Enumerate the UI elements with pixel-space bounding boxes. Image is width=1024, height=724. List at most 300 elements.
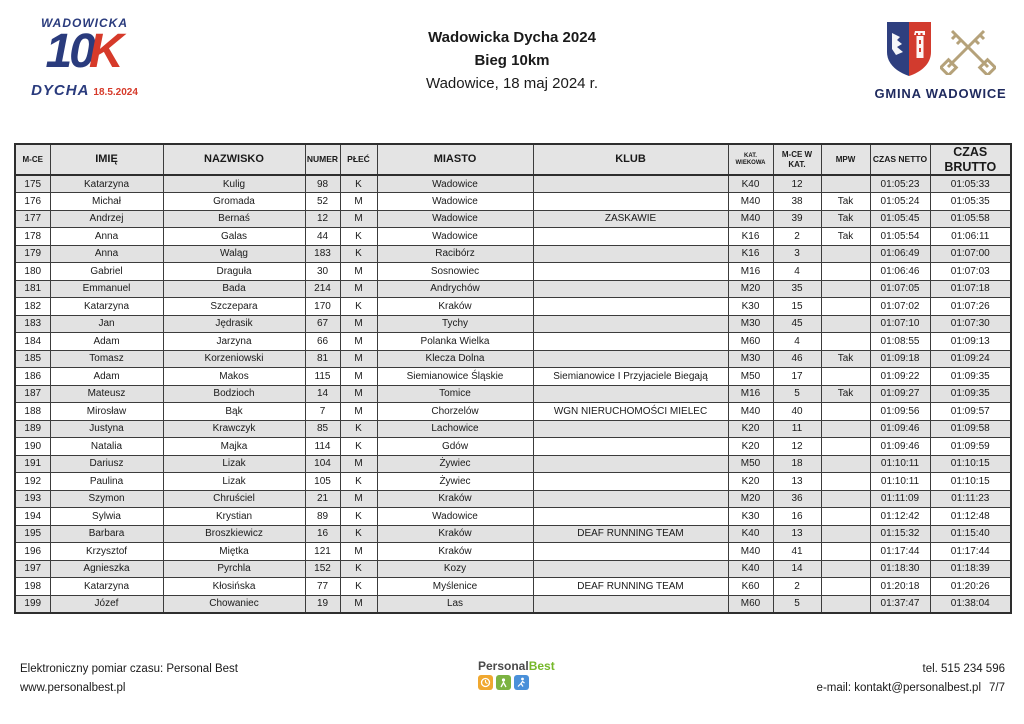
cell-czas-netto: 01:05:23 [870,175,930,193]
cell-miasto: Kraków [377,490,533,508]
table-row [15,543,1011,561]
cell-numer: 67 [305,315,340,333]
cell-numer: 104 [305,455,340,473]
results-table [14,143,1012,614]
cell-mpw: Tak [821,210,870,228]
cell-mpw: Tak [821,350,870,368]
cell-czas-brutto: 01:07:03 [930,263,1011,281]
cell-plec: M [340,350,377,368]
cell-czas-brutto: 01:38:04 [930,595,1011,613]
cell-plec: M [340,280,377,298]
cell-czas-netto: 01:07:10 [870,315,930,333]
cell-nazwisko: Bodzioch [163,385,305,403]
cell-kat-wiekowa: M20 [728,280,773,298]
cell-czas-netto: 01:09:46 [870,420,930,438]
cell-klub [533,298,728,316]
results-table-container [14,143,1010,614]
cell-nazwisko: Krawczyk [163,420,305,438]
header-row [15,144,1011,175]
cell-czas-brutto: 01:18:39 [930,560,1011,578]
cell-nazwisko: Kulig [163,175,305,193]
cell-czas-brutto: 01:07:30 [930,315,1011,333]
cell-numer: 152 [305,560,340,578]
cell-imie: Jan [50,315,163,333]
cell-czas-netto: 01:12:42 [870,508,930,526]
cell-imie: Tomasz [50,350,163,368]
cell-czas-brutto: 01:09:58 [930,420,1011,438]
cell-imie: Gabriel [50,263,163,281]
column-header-mce: M-CE [15,144,50,175]
cell-mpw: Tak [821,193,870,211]
cell-kat-wiekowa: K30 [728,508,773,526]
crossed-keys-icon [940,23,996,75]
table-row [15,490,1011,508]
cell-numer: 19 [305,595,340,613]
personalbest-wordmark [478,660,568,672]
cell-plec: K [340,298,377,316]
cell-mce: 187 [15,385,50,403]
cell-klub [533,385,728,403]
cell-imie: Paulina [50,473,163,491]
cell-mce-w-kat: 13 [773,473,821,491]
stopwatch-icon [478,675,493,690]
cell-imie: Mirosław [50,403,163,421]
cell-klub [533,508,728,526]
table-row [15,560,1011,578]
event-place-date: Wadowice, 18 maj 2024 r. [425,75,599,92]
table-row [15,315,1011,333]
cell-numer: 85 [305,420,340,438]
cell-czas-brutto: 01:07:26 [930,298,1011,316]
cell-imie: Justyna [50,420,163,438]
cell-mpw [821,525,870,543]
cell-mce-w-kat: 40 [773,403,821,421]
cell-mpw [821,263,870,281]
cell-mpw [821,280,870,298]
cell-miasto: Kozy [377,560,533,578]
cell-mce: 194 [15,508,50,526]
cell-kat-wiekowa: M50 [728,455,773,473]
cell-czas-netto: 01:07:05 [870,280,930,298]
cell-mce-w-kat: 15 [773,298,821,316]
cell-klub [533,595,728,613]
cell-numer: 89 [305,508,340,526]
cell-plec: K [340,420,377,438]
table-row [15,403,1011,421]
cell-miasto: Kraków [377,298,533,316]
table-row [15,228,1011,246]
cell-nazwisko: Broszkiewicz [163,525,305,543]
cell-mce: 179 [15,245,50,263]
cell-kat-wiekowa: M60 [728,595,773,613]
cell-plec: K [340,525,377,543]
cell-numer: 44 [305,228,340,246]
cell-imie: Katarzyna [50,578,163,596]
cell-plec: K [340,438,377,456]
cell-miasto: Las [377,595,533,613]
column-header-mpw: MPW [821,144,870,175]
cell-kat-wiekowa: K16 [728,228,773,246]
cell-nazwisko: Krystian [163,508,305,526]
cell-miasto: Lachowice [377,420,533,438]
cell-czas-netto: 01:10:11 [870,455,930,473]
event-logo-number: 10 [45,25,93,78]
cell-mce-w-kat: 39 [773,210,821,228]
personalbest-wordmark-best: Best [528,659,555,673]
cell-kat-wiekowa: K40 [728,175,773,193]
cell-czas-netto: 01:18:30 [870,560,930,578]
cell-klub [533,280,728,298]
cell-plec: M [340,490,377,508]
cell-imie: Michał [50,193,163,211]
cell-kat-wiekowa: K60 [728,578,773,596]
cell-klub [533,193,728,211]
cell-klub: Siemianowice I Przyjaciele Biegają [533,368,728,386]
cell-plec: K [340,473,377,491]
cell-mce-w-kat: 35 [773,280,821,298]
timing-provider-url[interactable]: www.personalbest.pl [20,682,126,694]
phone-number: tel. 515 234 596 [922,663,1005,675]
cell-nazwisko: Jarzyna [163,333,305,351]
cell-nazwisko: Bąk [163,403,305,421]
cell-mpw [821,508,870,526]
cell-kat-wiekowa: K40 [728,560,773,578]
cell-numer: 77 [305,578,340,596]
cell-plec: K [340,228,377,246]
cell-nazwisko: Galas [163,228,305,246]
cell-czas-brutto: 01:10:15 [930,473,1011,491]
cell-numer: 98 [305,175,340,193]
cell-klub: DEAF RUNNING TEAM [533,525,728,543]
cell-czas-netto: 01:11:09 [870,490,930,508]
cell-numer: 21 [305,490,340,508]
cell-mce: 197 [15,560,50,578]
cell-mce-w-kat: 45 [773,315,821,333]
event-title: Wadowicka Dycha 2024 [428,29,596,46]
cell-kat-wiekowa: M30 [728,350,773,368]
cell-numer: 81 [305,350,340,368]
cell-czas-brutto: 01:11:23 [930,490,1011,508]
column-header-nazwisko: NAZWISKO [163,144,305,175]
event-subtitle: Bieg 10km [474,52,550,69]
cell-mce-w-kat: 38 [773,193,821,211]
cell-imie: Natalia [50,438,163,456]
cell-mce-w-kat: 12 [773,438,821,456]
event-logo-date: 18.5.2024 [93,87,138,98]
cell-czas-netto: 01:07:02 [870,298,930,316]
column-header-plec: PŁEĆ [340,144,377,175]
cell-nazwisko: Jędrasik [163,315,305,333]
cell-czas-netto: 01:05:24 [870,193,930,211]
cell-nazwisko: Bernaś [163,210,305,228]
cell-miasto: Wadowice [377,508,533,526]
cell-mpw [821,333,870,351]
table-row [15,280,1011,298]
cell-imie: Adam [50,333,163,351]
cell-czas-brutto: 01:17:44 [930,543,1011,561]
cell-czas-netto: 01:20:18 [870,578,930,596]
cell-miasto: Siemianowice Śląskie [377,368,533,386]
cell-plec: M [340,193,377,211]
cell-plec: M [340,595,377,613]
column-header-czas-brutto: CZAS BRUTTO [930,144,1011,175]
runner-icon [514,675,529,690]
cell-mpw [821,595,870,613]
column-header-mce-w-kat: M-CE W KAT. [773,144,821,175]
cell-mce-w-kat: 4 [773,333,821,351]
cell-czas-brutto: 01:05:33 [930,175,1011,193]
cell-mce: 188 [15,403,50,421]
cell-imie: Szymon [50,490,163,508]
cell-kat-wiekowa: K20 [728,438,773,456]
cell-czas-brutto: 01:09:24 [930,350,1011,368]
cell-mce-w-kat: 17 [773,368,821,386]
cell-nazwisko: Chowaniec [163,595,305,613]
cell-kat-wiekowa: M60 [728,333,773,351]
cell-czas-brutto: 01:09:57 [930,403,1011,421]
cell-nazwisko: Makos [163,368,305,386]
cell-imie: Katarzyna [50,175,163,193]
cell-mce: 180 [15,263,50,281]
cell-mpw [821,438,870,456]
table-row [15,245,1011,263]
cell-miasto: Chorzelów [377,403,533,421]
cell-klub [533,315,728,333]
table-row [15,595,1011,613]
cell-nazwisko: Lizak [163,455,305,473]
cell-plec: M [340,455,377,473]
cell-imie: Sylwia [50,508,163,526]
cell-imie: Dariusz [50,455,163,473]
cell-imie: Katarzyna [50,298,163,316]
cell-plec: K [340,508,377,526]
cell-czas-netto: 01:09:46 [870,438,930,456]
cell-numer: 170 [305,298,340,316]
cell-numer: 115 [305,368,340,386]
cell-numer: 16 [305,525,340,543]
cell-czas-brutto: 01:10:15 [930,455,1011,473]
column-header-klub: KLUB [533,144,728,175]
cell-kat-wiekowa: M40 [728,543,773,561]
cell-klub: ZASKAWIE [533,210,728,228]
cell-klub [533,473,728,491]
cell-mpw [821,175,870,193]
table-row [15,368,1011,386]
cell-czas-netto: 01:15:32 [870,525,930,543]
cell-miasto: Andrychów [377,280,533,298]
cell-miasto: Myślenice [377,578,533,596]
cell-numer: 66 [305,333,340,351]
cell-mce: 193 [15,490,50,508]
cell-czas-netto: 01:06:46 [870,263,930,281]
cell-numer: 12 [305,210,340,228]
cell-miasto: Tychy [377,315,533,333]
cell-czas-brutto: 01:05:35 [930,193,1011,211]
cell-mce: 176 [15,193,50,211]
cell-miasto: Wadowice [377,193,533,211]
cell-czas-brutto: 01:15:40 [930,525,1011,543]
cell-plec: M [340,385,377,403]
cell-imie: Anna [50,245,163,263]
cell-imie: Barbara [50,525,163,543]
cell-mce: 181 [15,280,50,298]
cell-mce: 192 [15,473,50,491]
column-header-czas-netto: CZAS NETTO [870,144,930,175]
cell-kat-wiekowa: M16 [728,385,773,403]
cell-klub [533,263,728,281]
cell-mpw [821,368,870,386]
cell-plec: M [340,368,377,386]
cell-nazwisko: Miętka [163,543,305,561]
cell-numer: 30 [305,263,340,281]
cell-mpw [821,420,870,438]
cell-miasto: Sosnowiec [377,263,533,281]
cell-czas-netto: 01:10:11 [870,473,930,491]
cell-nazwisko: Majka [163,438,305,456]
cell-imie: Józef [50,595,163,613]
cell-mce-w-kat: 4 [773,263,821,281]
event-logo-arc-text: WADOWICKA [41,16,128,30]
cell-numer: 7 [305,403,340,421]
cell-nazwisko: Bada [163,280,305,298]
cell-klub [533,228,728,246]
cell-mce-w-kat: 5 [773,595,821,613]
cell-plec: K [340,578,377,596]
cell-plec: K [340,175,377,193]
table-row [15,333,1011,351]
cell-miasto: Kraków [377,525,533,543]
cell-mce: 186 [15,368,50,386]
cell-mpw [821,578,870,596]
cell-nazwisko: Lizak [163,473,305,491]
cell-kat-wiekowa: M20 [728,490,773,508]
cell-klub [533,560,728,578]
cell-imie: Krzysztof [50,543,163,561]
cell-klub [533,175,728,193]
cell-mce: 183 [15,315,50,333]
table-row [15,193,1011,211]
cell-mpw: Tak [821,385,870,403]
cell-numer: 183 [305,245,340,263]
cell-mce-w-kat: 2 [773,228,821,246]
cell-nazwisko: Draguła [163,263,305,281]
cell-mpw [821,315,870,333]
cell-mce-w-kat: 13 [773,525,821,543]
cell-imie: Adam [50,368,163,386]
cell-nazwisko: Pyrchla [163,560,305,578]
event-logo [22,16,147,99]
cell-czas-brutto: 01:06:11 [930,228,1011,246]
cell-mpw: Tak [821,228,870,246]
cell-plec: K [340,245,377,263]
cell-kat-wiekowa: M40 [728,193,773,211]
table-row [15,385,1011,403]
cell-mpw [821,298,870,316]
cell-imie: Anna [50,228,163,246]
page-number: 7/7 [989,682,1005,694]
cell-mce: 195 [15,525,50,543]
cell-kat-wiekowa: K30 [728,298,773,316]
table-row [15,298,1011,316]
email-address[interactable]: e-mail: kontakt@personalbest.pl [816,682,981,694]
cell-plec: M [340,333,377,351]
cell-nazwisko: Szczepara [163,298,305,316]
cell-nazwisko: Waląg [163,245,305,263]
table-row [15,210,1011,228]
cell-miasto: Żywiec [377,455,533,473]
finish-line-icon [496,675,511,690]
cell-klub [533,490,728,508]
cell-imie: Agnieszka [50,560,163,578]
cell-czas-netto: 01:17:44 [870,543,930,561]
cell-klub [533,350,728,368]
cell-klub [533,455,728,473]
cell-mce: 184 [15,333,50,351]
cell-miasto: Wadowice [377,175,533,193]
table-row [15,508,1011,526]
cell-numer: 114 [305,438,340,456]
cell-nazwisko: Gromada [163,193,305,211]
table-row [15,350,1011,368]
gmina-wadowice-label: GMINA WADOWICE [874,86,1007,101]
cell-imie: Emmanuel [50,280,163,298]
cell-numer: 121 [305,543,340,561]
cell-nazwisko: Kłosińska [163,578,305,596]
cell-czas-netto: 01:05:45 [870,210,930,228]
results-body [15,175,1011,613]
cell-nazwisko: Chruściel [163,490,305,508]
cell-plec: M [340,403,377,421]
cell-plec: K [340,560,377,578]
cell-miasto: Wadowice [377,228,533,246]
cell-kat-wiekowa: M40 [728,403,773,421]
cell-czas-netto: 01:05:54 [870,228,930,246]
cell-klub: WGN NIERUCHOMOŚCI MIELEC [533,403,728,421]
cell-miasto: Klecza Dolna [377,350,533,368]
column-header-miasto: MIASTO [377,144,533,175]
cell-czas-netto: 01:37:47 [870,595,930,613]
cell-plec: M [340,315,377,333]
cell-mce-w-kat: 46 [773,350,821,368]
cell-mce: 175 [15,175,50,193]
cell-miasto: Żywiec [377,473,533,491]
cell-kat-wiekowa: K20 [728,420,773,438]
cell-klub [533,543,728,561]
cell-mce: 185 [15,350,50,368]
event-logo-dycha-text: DYCHA [31,82,90,99]
cell-mce: 191 [15,455,50,473]
column-header-imie: IMIĘ [50,144,163,175]
cell-mce-w-kat: 36 [773,490,821,508]
cell-mce-w-kat: 3 [773,245,821,263]
cell-czas-netto: 01:06:49 [870,245,930,263]
page-title [312,26,712,95]
cell-mpw [821,245,870,263]
cell-plec: M [340,543,377,561]
cell-czas-brutto: 01:09:35 [930,368,1011,386]
footer-timing-info [20,660,238,698]
cell-mce-w-kat: 2 [773,578,821,596]
cell-czas-netto: 01:08:55 [870,333,930,351]
table-row [15,578,1011,596]
cell-klub [533,420,728,438]
table-row [15,473,1011,491]
cell-kat-wiekowa: K40 [728,525,773,543]
gmina-wadowice-logo [868,18,1013,101]
cell-czas-brutto: 01:09:13 [930,333,1011,351]
cell-klub [533,333,728,351]
cell-klub: DEAF RUNNING TEAM [533,578,728,596]
